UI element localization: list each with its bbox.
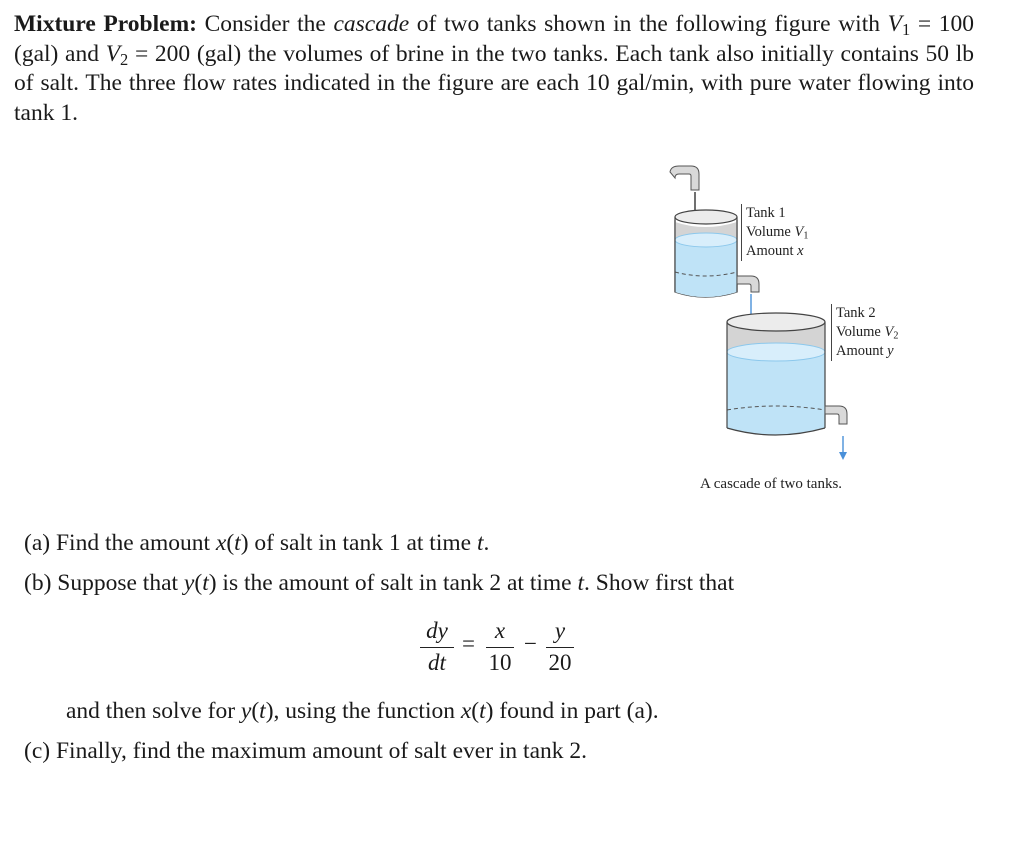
figure-caption: A cascade of two tanks. [700, 476, 843, 492]
tank1-label [741, 204, 808, 261]
v1-subscript: 1 [901, 20, 911, 40]
part-b-text: ( [194, 570, 203, 596]
part-a [24, 528, 489, 558]
tank2-amount-label: Amount [836, 343, 888, 359]
math-var: t [577, 570, 584, 596]
part-b-text: ), using the function [265, 698, 461, 724]
part-a-text: ( [226, 530, 235, 556]
part-a-text: ) of salt in tank 1 at time [240, 530, 477, 556]
tank1-volume-label: Volume [746, 224, 795, 240]
tank-2 [727, 313, 825, 435]
math-var: x [215, 530, 227, 556]
fraction-y-20 [546, 618, 574, 676]
part-b-text: ) is the amount of salt in tank 2 at time [208, 570, 578, 596]
math-var: t [202, 570, 209, 596]
tank-cascade-figure [665, 160, 965, 500]
math-var: t [234, 530, 241, 556]
tank2-outflow-arrow-head [839, 452, 847, 460]
part-c-text: Finally, find the maximum amount of salt ever in tank 2. [55, 738, 588, 764]
problem-heading: Mixture Problem: [14, 11, 197, 37]
eq-term1-denominator: 10 [488, 650, 512, 675]
problem-text: Consider the [196, 11, 334, 37]
tank2-volume-symbol: V [884, 324, 894, 340]
part-a-label: (a) [24, 530, 51, 556]
tank1-amount-symbol: x [797, 243, 804, 259]
math-var: x [460, 698, 472, 724]
tank1-volume-symbol: V [794, 224, 804, 240]
part-b-text: ( [471, 698, 480, 724]
cascade-word: cascade [333, 11, 410, 37]
eq-equals: = [462, 631, 475, 656]
fraction-dy-dt [420, 618, 454, 676]
tank1-name: Tank 1 [746, 205, 786, 221]
part-b-text: and then solve for [66, 698, 241, 724]
math-var: t [479, 698, 486, 724]
tank2-volume-label: Volume [836, 324, 885, 340]
tank2-amount-symbol: y [887, 343, 894, 359]
part-b-text: Suppose that [57, 570, 184, 596]
part-b-text: . Show first that [584, 570, 735, 596]
part-b-text: ) found in part (a). [485, 698, 659, 724]
eq-minus: − [524, 631, 537, 656]
tank2-name: Tank 2 [836, 305, 876, 321]
eq-term2-denominator: 20 [548, 650, 572, 675]
part-a-text: Find the amount [55, 530, 216, 556]
tank2-volume [836, 323, 898, 342]
problem-statement [14, 10, 974, 128]
tank1-outlet-pipe [737, 276, 759, 292]
fraction-x-10 [486, 618, 514, 676]
tank1-volume-sub: 1 [803, 230, 809, 242]
tank-diagram [665, 160, 965, 470]
math-var: y [240, 698, 252, 724]
math-var: t [476, 530, 484, 556]
math-var: y [183, 570, 195, 596]
v1-symbol: V [887, 11, 902, 37]
differential-equation [420, 618, 580, 682]
tank-1 [675, 210, 737, 297]
part-b-label: (b) [24, 570, 52, 596]
inlet-faucet [670, 166, 699, 190]
v2-subscript: 2 [120, 49, 129, 69]
eq-term1-numerator: x [494, 618, 506, 643]
tank2-label [831, 304, 898, 361]
eq-lhs-numerator: dy [426, 618, 448, 643]
problem-text: of two tanks shown in the following figure with [409, 11, 888, 37]
eq-lhs-denominator: dt [428, 650, 446, 675]
part-a-text: . [483, 530, 490, 556]
tank2-outlet-pipe [825, 406, 847, 424]
part-b-continuation [66, 696, 659, 726]
tank1-amount-label: Amount [746, 243, 798, 259]
part-c-label: (c) [24, 738, 51, 764]
part-b-text: ( [251, 698, 260, 724]
problem-text: = 100 (gal) and [14, 11, 974, 67]
eq-term2-numerator: y [554, 618, 566, 643]
problem-text: = 200 (gal) the volumes of brine in the two tanks. Each tank also initially contains 50 lb of salt. The three flow rates indicated in the figure are each 10 gal/min, with pure water flowing into tank 1. [14, 40, 975, 126]
tank1-volume [746, 223, 808, 242]
tank2-amount [836, 342, 898, 361]
tank1-amount [746, 242, 808, 261]
part-c [24, 736, 587, 766]
math-var: t [259, 698, 266, 724]
part-b [24, 568, 734, 598]
tank2-volume-sub: 2 [893, 330, 899, 342]
v2-symbol: V [105, 40, 121, 67]
